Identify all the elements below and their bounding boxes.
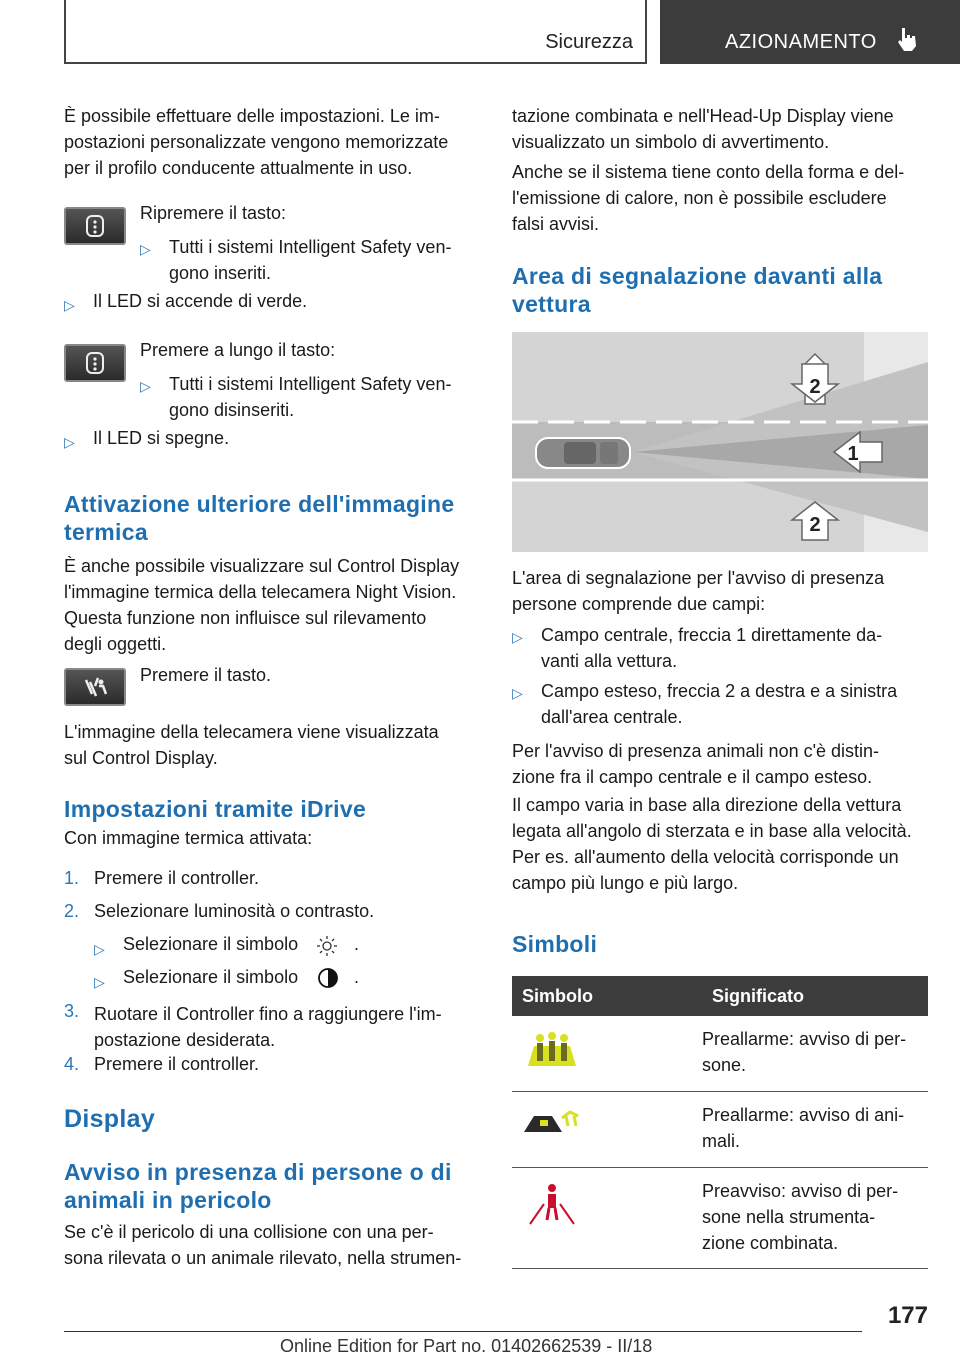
bullet-triangle-icon: ▷ [64,297,75,313]
bullet-triangle-icon: ▷ [140,378,151,394]
symbol-cell [512,1168,702,1269]
text-line: Anche se il sistema tiene conto della forma e del- [512,162,905,182]
heading-idrive: Impostazioni tramite iDrive [64,796,367,822]
table-row [512,1092,928,1168]
text-line: Questa funzione non influisce sul rilevamento [64,608,427,628]
meaning-cell [702,1168,928,1269]
figure-label-2: 2 [809,514,821,536]
bullet-item [541,622,882,674]
sub-step-text: Selezionare il simbolo [123,934,299,954]
animal-prewarning-icon [522,1102,582,1142]
car-icon [536,438,630,468]
section-title: Sicurezza [545,31,633,53]
continued-paragraph [512,103,932,155]
pedestrian-prewarning-icon [522,1026,582,1072]
heading-line: Avviso in presenza di persone o di [64,1159,452,1185]
page-number: 177 [887,1302,928,1329]
text-line: gono inseriti. [169,263,272,283]
text-line: mali. [702,1131,741,1151]
text-line: per il profilo conducente attualmente in uso. [64,158,413,178]
bullet-item [541,678,897,730]
step-text [94,1001,442,1053]
footer-text: Online Edition for Part no. 01402662539 - II/18 [280,1336,653,1356]
text-line: Preavviso: avviso di per- [702,1181,899,1201]
bullet-item: Il LED si spegne. [93,428,230,448]
text-line: l'immagine termica della telecamera Night Vision. [64,582,457,602]
press-again-text: Ripremere il tasto: [140,203,287,223]
text-line: L'area di segnalazione per l'avviso di presenza [512,568,885,588]
heading-display: Display [64,1105,156,1133]
heading-thermal [64,490,454,546]
text-line: persone comprende due campi: [512,594,766,614]
text-line: zione combinata. [702,1233,839,1253]
text-line: Il campo varia in base alla direzione della vettura [512,795,902,815]
heading-line: animali in pericolo [64,1187,272,1213]
warning-area-diagram [512,332,928,552]
figure-label-1: 1 [847,443,859,465]
hand-pointer-icon [896,26,918,52]
varies-paragraph [512,792,942,896]
step-text: Premere il controller. [94,1054,260,1074]
footer-divider [64,1331,862,1332]
intelligent-safety-button-icon [64,344,126,382]
text-line: L'immagine della telecamera viene visualizzata [64,722,439,742]
heading-warning-area [512,262,882,318]
step-number: 2. [64,901,80,921]
header-section-tab [64,0,647,64]
sub-step-period: . [354,967,360,987]
text-line: vanti alla vettura. [541,651,678,671]
text-line: sone. [702,1055,747,1075]
contrast-icon [317,967,339,989]
header-chapter-tab [660,0,960,64]
text-line: zione fra il campo centrale e il campo esteso. [512,767,873,787]
intro-paragraph [64,103,484,181]
heading-line: Area di segnalazione davanti alla [512,263,883,289]
text-line: sul Control Display. [64,748,218,768]
bullet-triangle-icon: ▷ [140,241,151,257]
text-line: sona rilevata o un animale rilevato, nella strumen- [64,1248,462,1268]
text-line: degli oggetti. [64,634,167,654]
step-number: 4. [64,1054,80,1074]
text-line: Tutti i sistemi Intelligent Safety ven- [169,374,452,394]
bullet-triangle-icon: ▷ [94,974,105,990]
camera-paragraph [64,719,439,771]
text-line: postazione desiderata. [94,1030,276,1050]
heading-line: vettura [512,291,591,317]
with-thermal-text: Con immagine termica attivata: [64,828,313,848]
text-line: Tutti i sistemi Intelligent Safety ven- [169,237,452,257]
text-line: Campo centrale, freccia 1 direttamente da- [541,625,883,645]
false-warnings-paragraph [512,159,932,237]
step-text: Selezionare luminosità o contrasto. [94,901,375,921]
table-row [512,1168,928,1269]
press-key-text: Premere il tasto. [140,665,272,685]
text-line: gono disinseriti. [169,400,295,420]
heading-warning [64,1158,452,1214]
text-line: Ruotare il Controller fino a raggiungere l'im- [94,1004,442,1024]
night-vision-button-icon [64,668,126,706]
text-line: Per es. all'aumento della velocità corrisponde un [512,847,899,867]
text-line: campo più lungo e più largo. [512,873,739,893]
text-line: Preallarme: avviso di per- [702,1029,907,1049]
table-row [512,1016,928,1092]
sub-step-period: . [354,934,360,954]
intelligent-safety-button-icon [64,207,126,245]
text-line: sone nella strumenta- [702,1207,876,1227]
symbol-cell [512,1016,702,1092]
heading-symbols: Simboli [512,931,598,957]
thermal-paragraph [64,553,484,657]
heading-line: Attivazione ulteriore dell'immagine [64,491,455,517]
text-line: Preallarme: avviso di ani- [702,1105,905,1125]
text-line: falsi avvisi. [512,214,600,234]
step-number: 3. [64,1001,80,1021]
step-text: Premere il controller. [94,868,260,888]
meaning-cell [702,1092,928,1168]
press-long-text: Premere a lungo il tasto: [140,340,336,360]
bullet-item [169,234,451,286]
text-line: È anche possibile visualizzare sul Control Display [64,556,460,576]
animals-paragraph [512,738,932,790]
bullet-triangle-icon: ▷ [94,941,105,957]
symbols-table [512,976,928,1269]
table-header-row [512,976,928,1016]
column-header: Simbolo [512,976,702,1016]
text-line: È possibile effettuare delle impostazioni. Le im- [64,106,440,126]
column-header: Significato [702,976,928,1016]
bullet-item [169,371,451,423]
text-line: dall'area centrale. [541,707,683,727]
pedestrian-warning-icon [522,1178,582,1228]
text-line: Campo esteso, freccia 2 a destra e a sinistra [541,681,898,701]
heading-line: termica [64,519,148,545]
text-line: postazioni personalizzate vengono memorizzate [64,132,449,152]
text-line: legata all'angolo di sterzata e in base alla velocità. [512,821,912,841]
sub-step-text: Selezionare il simbolo [123,967,299,987]
step-number: 1. [64,868,80,888]
meaning-cell [702,1016,928,1092]
text-line: visualizzato un simbolo di avvertimento. [512,132,830,152]
text-line: Se c'è il pericolo di una collisione con una per- [64,1222,434,1242]
symbol-cell [512,1092,702,1168]
text-line: tazione combinata e nell'Head-Up Display viene [512,106,894,126]
warning-paragraph [64,1219,484,1271]
text-line: Per l'avviso di presenza animali non c'è distin- [512,741,880,761]
brightness-sun-icon [316,935,338,957]
bullet-triangle-icon: ▷ [64,434,75,450]
bullet-item: Il LED si accende di verde. [93,291,308,311]
figure-label-2: 2 [809,376,821,398]
text-line: l'emissione di calore, non è possibile escludere [512,188,887,208]
bullet-triangle-icon: ▷ [512,685,523,701]
area-paragraph [512,565,932,617]
bullet-triangle-icon: ▷ [512,629,523,645]
chapter-title: AZIONAMENTO [725,31,877,53]
